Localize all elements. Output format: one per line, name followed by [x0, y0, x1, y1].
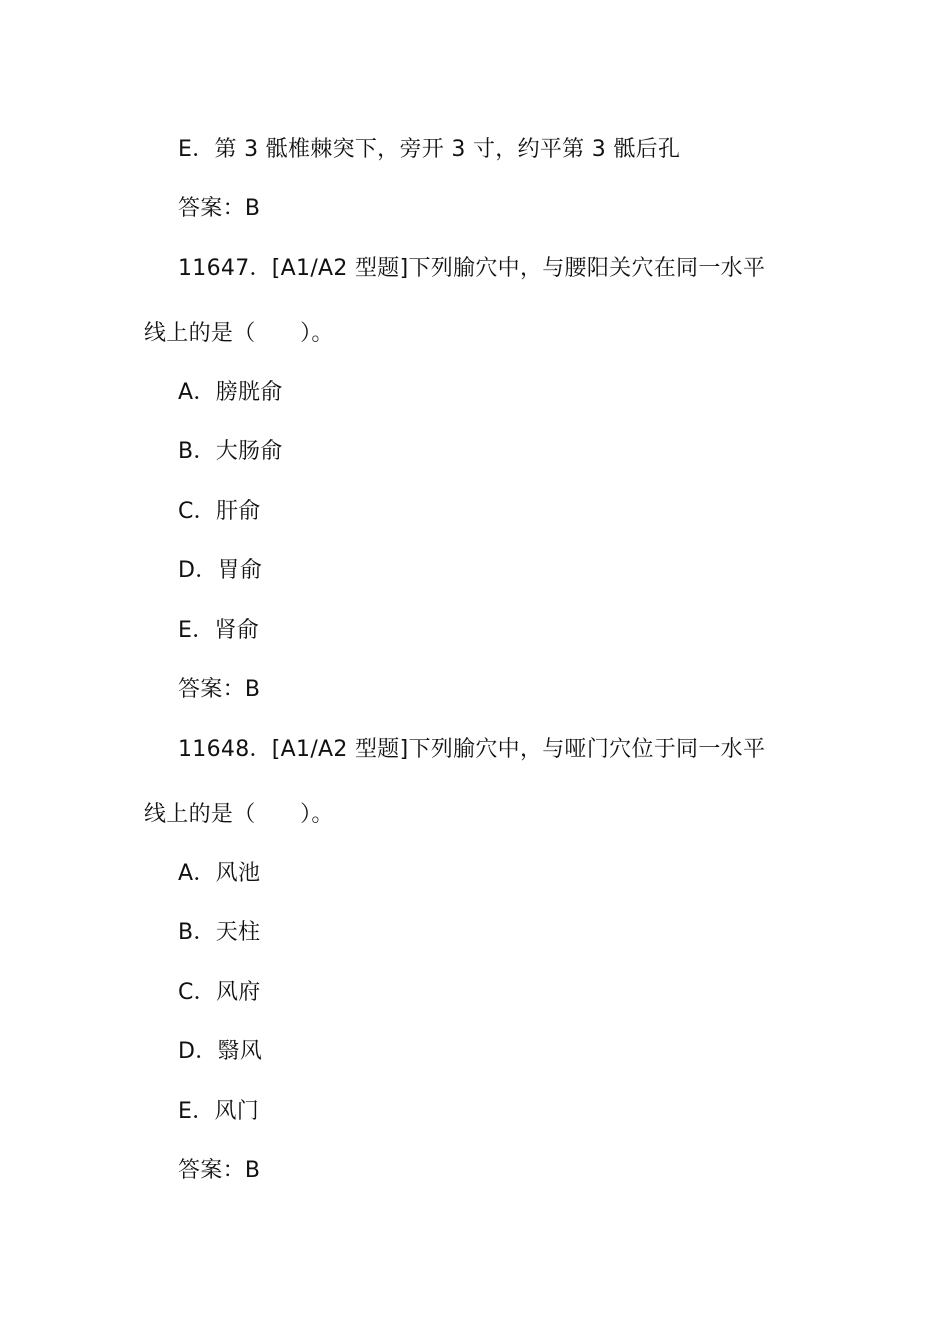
q11648-stem-line2: 线上的是（ ）。 [144, 802, 334, 827]
q11647-option-a: A．膀胱俞 [178, 380, 283, 405]
q11648-stem-line1: 11648．[A1/A2 型题]下列腧穴中，与哑门穴位于同一水平 [178, 737, 766, 762]
q11648-answer: 答案：B [178, 1158, 261, 1183]
q11648-option-a: A．风池 [178, 861, 261, 886]
q11648-option-c: C．风府 [178, 980, 261, 1005]
q11647-option-b: B．大肠俞 [178, 439, 283, 464]
q11648-option-e: E．风门 [178, 1099, 260, 1124]
q11647-stem-line2: 线上的是（ ）。 [144, 321, 334, 346]
q11647-answer: 答案：B [178, 677, 261, 702]
q11646-answer: 答案：B [178, 196, 261, 221]
q11648-option-d: D．翳风 [178, 1039, 263, 1064]
q11648-option-b: B．天柱 [178, 920, 261, 945]
q11647-stem-line1: 11647．[A1/A2 型题]下列腧穴中，与腰阳关穴在同一水平 [178, 256, 766, 281]
q11647-option-e: E．肾俞 [178, 618, 260, 643]
q11647-option-d: D．胃俞 [178, 558, 263, 583]
q11646-option-e: E．第 3 骶椎棘突下，旁开 3 寸，约平第 3 骶后孔 [178, 137, 681, 162]
q11647-option-c: C．肝俞 [178, 499, 261, 524]
